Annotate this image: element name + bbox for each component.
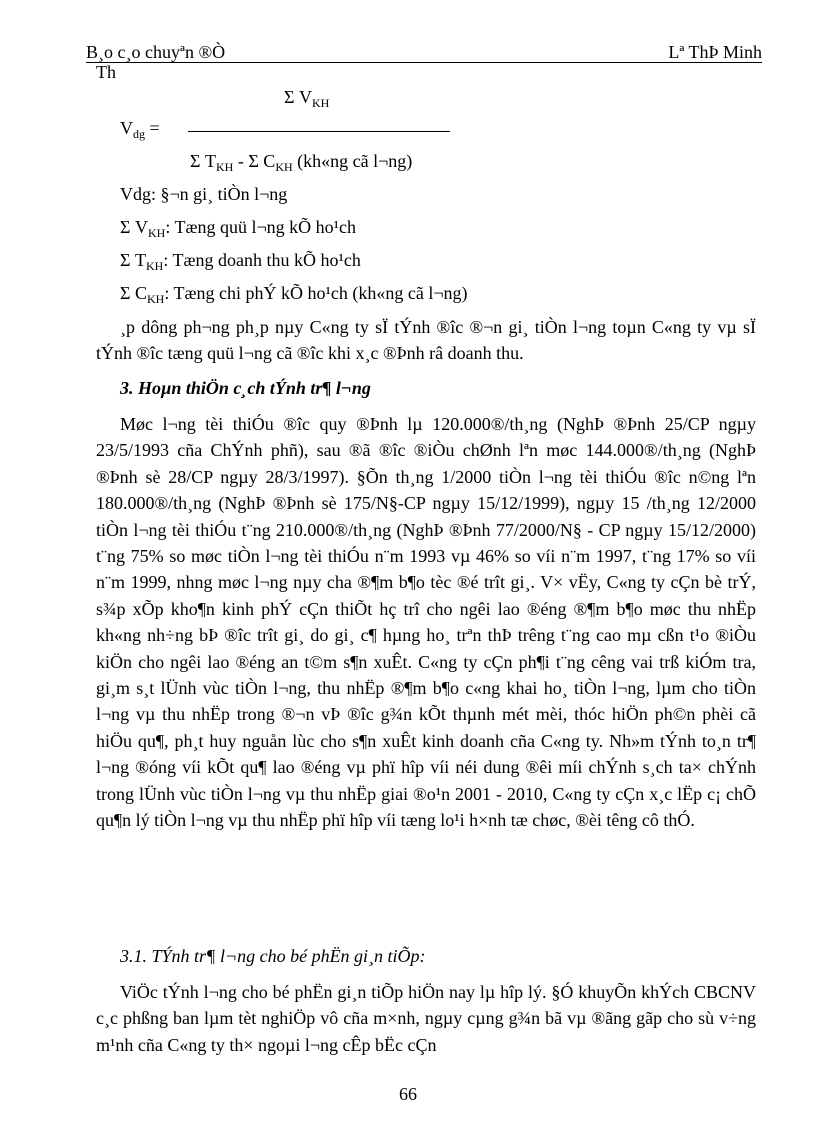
section-heading-3: 3. Hoµn thiÖn c¸ch tÝnh tr¶ l¬ng [120,378,371,398]
definition-vdg: Vdg: §¬n gi¸ tiÒn l¬ng [120,184,288,204]
section-heading-3-1: 3.1. TÝnh tr¶ l¬ng cho bé phËn gi¸n tiÕp: [120,946,426,966]
fraction-bar [188,131,450,132]
page-number: 66 [399,1084,417,1104]
header-author-continuation: Th [96,62,116,82]
definition-c: Σ $C_{KH}$: Tæng chi phÝ kÕ ho¹ch (kh«ng cã l¬ng) [120,283,468,306]
page-header [86,40,762,63]
formula-lhs: $V_{dg}$ = [120,118,160,141]
definition-t: Σ $T_{KH}$: Tæng doanh thu kÕ ho¹ch [120,250,361,273]
formula-numerator: Σ $V_{KH}$ [284,87,330,110]
header-title: B¸o c¸o chuyªn ®Ò [86,42,226,62]
paragraph-2: Møc l¬ng tèi thiÓu ®îc quy ®Þnh lµ 120.000®/th¸ng (NghÞ ®Þnh 25/CP ngµy 23/5/1993 cña ChÝnh phñ), sau ®ã ®îc ®iÒu chØnh lªn møc 144.000®/th¸ng (NghÞ ®Þnh sè 28/CP ngµy 28/3/1997). §Õn th¸ng 1/2000 tiÒn l¬ng tèi thiÓu ®îc n©ng lªn 180.000®/th¸ng (NghÞ ®Þnh sè 175/N§-CP ngµy 15/12/1999), ngµy 15 /th¸ng 12/2000 tiÒn l¬ng tèi thiÓu t¨ng 210.000®/th¸ng (NghÞ ®Þnh 77/2000/N§ - CP ngµy 15/12/2000) t¨ng 75% so møc tiÒn l¬ng tèi thiÓu n¨m 1993 vµ 46% so víi n¨m 1997, t¨ng 17% so víi n¨m 1999, nhng møc l¬ng nµy cha ®¶m b¶o tèc ®é trît gi¸. V× vËy, C«ng ty cÇn bè trÝ, s¾p xÕp kho¶n kinh phÝ cÇn thiÕt hç trî cho ngêi lao ®éng ®¶m b¶o møc thu nhËp kh«ng nh÷ng bÞ ®îc trît gi¸ do gi¸ c¶ hµng ho¸ trªn thÞ trêng t¨ng cao mµ cßn t¹o ®iÒu kiÖn cho ngêi lao ®éng an t©m s¶n xuÊt. C«ng ty cÇn ph¶i t¨ng cêng vai trß kiÓm tra, gi¸m s¸t lÜnh vùc tiÒn l¬ng, thu nhËp ®¶m b¶o c«ng khai ho¸ tiÒn l¬ng, lµm cho tiÒn l¬ng vµ thu nhËp trong ®¬n vÞ ®îc g¾n kÕt thµnh mét mèi, thóc hiÖn ph©n phèi cã hiÖu qu¶, ph¸t huy nguån lùc cho s¶n xuÊt kinh doanh cña C«ng ty. Nh»m tÝnh to¸n tr¶ l¬ng ®óng víi kÕt qu¶ lao ®éng vµ phï hîp víi néi dung ®êi míi chÝnh s¸ch ta× chÝnh trong lÜnh vùc tiÒn l¬ng vµ thu nhËp giai ®o¹n 2001 - 2010, C«ng ty cÇn x¸c lËp c¡ chÕ qu¶n lý tiÒn l¬ng vµ thu nhËp phï hîp víi tæng lo¹i h×nh tæ chøc, ®èi têng cô thÓ. [96,414,756,831]
header-author: Lª ThÞ Minh [668,42,762,62]
paragraph-3: ViÖc tÝnh l¬ng cho bé phËn gi¸n tiÕp hiÖn nay lµ hîp lý. §Ó khuyÕn khÝch CBCNV c¸c phßng ban lµm tèt nghiÖp vô cña m×nh, ngµy cµng g¾n bã vµ ®ãng gãp cho sù v÷ng m¹nh cña C«ng ty th× ngoµi l¬ng cÊp bËc cÇn [96,982,756,1055]
formula-denominator: Σ $T_{KH}$ - Σ $C_{KH}$ (kh«ng cã l¬ng) [190,151,413,174]
definition-v: Σ $V_{KH}$: Tæng quü l¬ng kÕ ho¹ch [120,217,357,240]
paragraph-1: ¸p dông ph¬ng ph¸p nµy C«ng ty sÏ tÝnh ®îc ®¬n gi¸ tiÒn l¬ng toµn C«ng ty vµ sÏ tÝnh ®îc tæng quü l¬ng cã ®îc khi x¸c ®Þnh râ doanh thu. [96,317,756,364]
